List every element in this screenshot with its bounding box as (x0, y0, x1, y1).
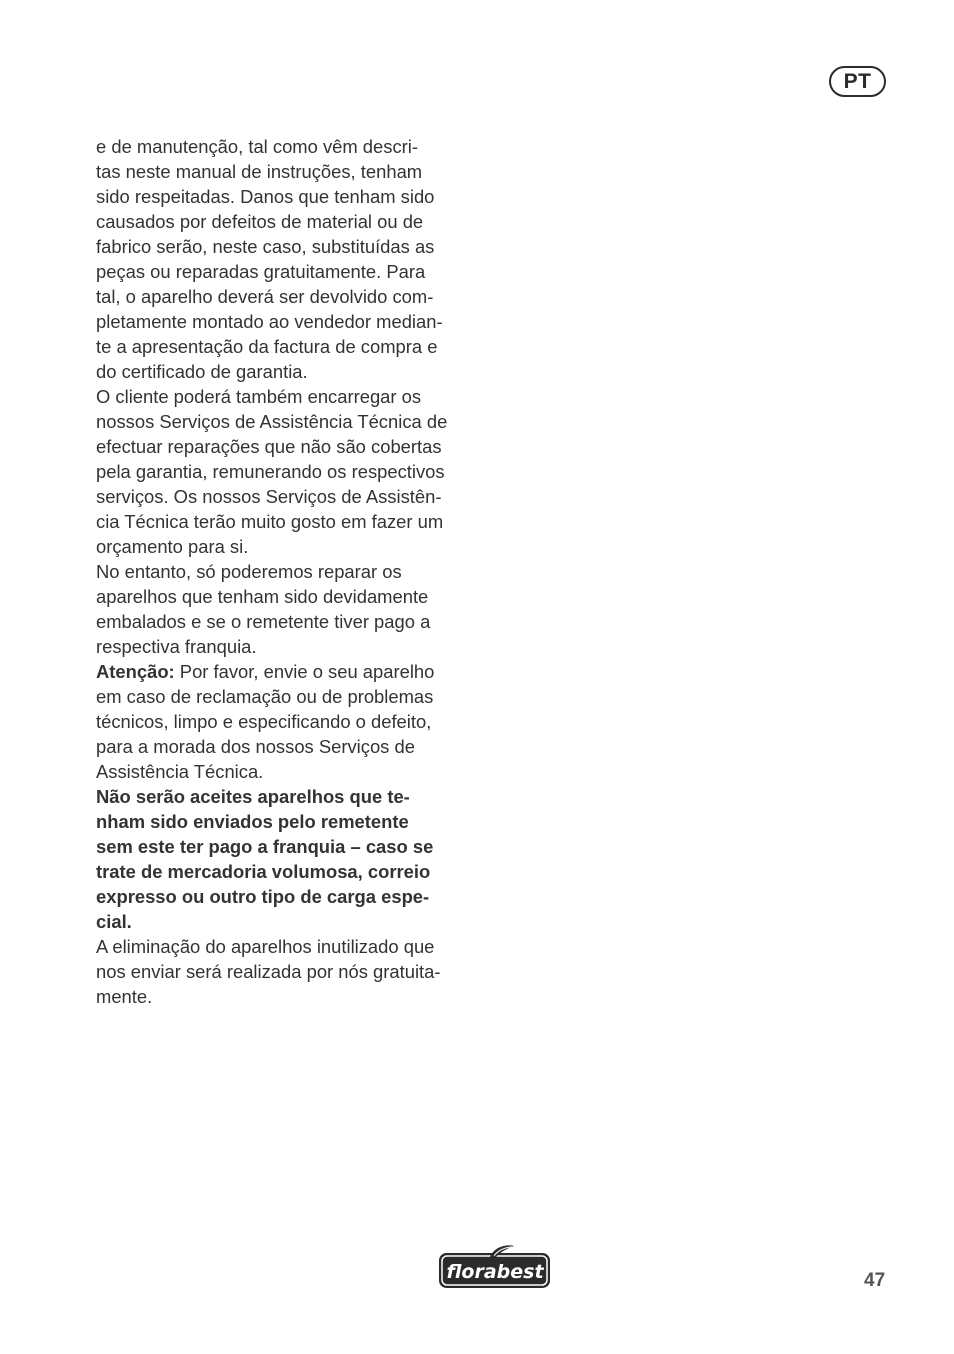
text-line: tal, o aparelho deverá ser devolvido com- (96, 286, 434, 307)
text-line: pela garantia, remunerando os respectivos (96, 461, 445, 482)
text-line: O cliente poderá também encarregar os (96, 386, 422, 407)
text-line: respectiva franquia. (96, 636, 257, 657)
text-line: em caso de reclamação ou de problemas (96, 686, 434, 707)
text-line: e de manutenção, tal como vêm descri- (96, 136, 418, 157)
text-line: nham sido enviados pelo remetente (96, 811, 409, 832)
attention-text: Por favor, envie o seu aparelho (174, 661, 435, 682)
text-line: te a apresentação da factura de compra e (96, 336, 438, 357)
paragraph-warranty-conditions (96, 134, 491, 384)
text-line (96, 659, 491, 684)
text-line: cial. (96, 911, 132, 932)
paragraph-attention (96, 659, 491, 784)
text-line: para a morada dos nossos Serviços de (96, 736, 415, 757)
text-line: causados por defeitos de material ou de (96, 211, 424, 232)
paragraph-not-accepted (96, 784, 491, 934)
svg-text:florabest: florabest (446, 1261, 544, 1283)
text-line: peças ou reparadas gratuitamente. Para (96, 261, 426, 282)
paragraph-packaging (96, 559, 491, 659)
text-line: sem este ter pago a franquia – caso se (96, 836, 434, 857)
page-number: 47 (864, 1270, 886, 1291)
text-line: efectuar reparações que não são cobertas (96, 436, 442, 457)
text-line: embalados e se o remetente tiver pago a (96, 611, 431, 632)
paragraph-paid-repairs (96, 384, 491, 559)
text-line: Não serão aceites aparelhos que te- (96, 786, 410, 807)
text-line: pletamente montado ao vendedor median- (96, 311, 443, 332)
text-line: nos enviar será realizada por nós gratuita- (96, 961, 441, 982)
text-line: A eliminação do aparelhos inutilizado que (96, 936, 435, 957)
text-line: nossos Serviços de Assistência Técnica de (96, 411, 448, 432)
text-line: tas neste manual de instruções, tenham (96, 161, 423, 182)
text-line: mente. (96, 986, 153, 1007)
text-line: aparelhos que tenham sido devidamente (96, 586, 429, 607)
text-line: orçamento para si. (96, 536, 249, 557)
text-line: do certificado de garantia. (96, 361, 308, 382)
text-line: fabrico serão, neste caso, substituídas as (96, 236, 435, 257)
text-line: No entanto, só poderemos reparar os (96, 561, 402, 582)
attention-label: Atenção: (96, 661, 175, 682)
body-text (96, 134, 491, 1009)
text-line: técnicos, limpo e especificando o defeito, (96, 711, 432, 732)
text-line: cia Técnica terão muito gosto em fazer um (96, 511, 444, 532)
text-line: trate de mercadoria volumosa, correio (96, 861, 431, 882)
text-line: serviços. Os nossos Serviços de Assistên- (96, 486, 442, 507)
text-line: sido respeitadas. Danos que tenham sido (96, 186, 435, 207)
florabest-logo (438, 1244, 552, 1290)
text-line: expresso ou outro tipo de carga espe- (96, 886, 430, 907)
language-badge: PT (829, 66, 886, 97)
text-line: Assistência Técnica. (96, 761, 264, 782)
paragraph-disposal (96, 934, 491, 1009)
